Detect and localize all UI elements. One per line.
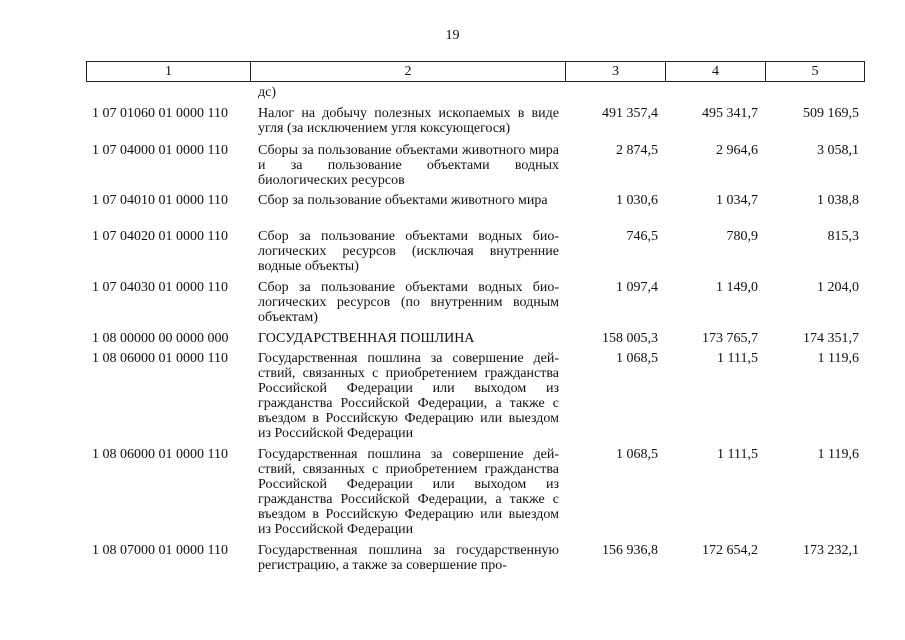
row-name: ГОСУДАРСТВЕННАЯ ПОШЛИНА bbox=[258, 331, 475, 346]
row-code: 1 07 04000 01 0000 110 bbox=[92, 143, 228, 158]
row-code: 1 08 00000 00 0000 000 bbox=[92, 331, 229, 346]
row-code: 1 07 04030 01 0000 110 bbox=[92, 280, 228, 295]
row-code: 1 08 06000 01 0000 110 bbox=[92, 351, 228, 366]
header-col-4: 4 bbox=[666, 62, 766, 81]
row-code: 1 07 04020 01 0000 110 bbox=[92, 229, 228, 244]
row-value-col4: 495 341,7 bbox=[702, 106, 758, 121]
table-header bbox=[86, 61, 865, 82]
header-col-1: 1 bbox=[87, 62, 251, 81]
row-name: Государственная пошлина за совершение действий, связанных с приобретением гражданства Российской Федерации или выходом из гражданства Российской Федерации, а также с въездом в Российскую Федерацию или выездом из Российской Федерации bbox=[258, 447, 559, 537]
row-code: 1 07 01060 01 0000 110 bbox=[92, 106, 228, 121]
row-name: Налог на добычу полезных ископаемых в виде угля (за исключением угля коксующегося) bbox=[258, 106, 559, 136]
row-name: Государственная пошлина за совершение действий, связанных с приобретением гражданства Российской Федерации или выходом из гражданства Российской Федерации, а также с въездом в Российскую Федерацию или выездом из Российской Федерации bbox=[258, 351, 559, 441]
row-value-col5: 1 204,0 bbox=[817, 280, 859, 295]
row-value-col3: 746,5 bbox=[626, 229, 658, 244]
row-value-col4: 173 765,7 bbox=[702, 331, 758, 346]
row-value-col4: 780,9 bbox=[726, 229, 758, 244]
row-value-col3: 1 068,5 bbox=[616, 351, 658, 366]
row-value-col5: 815,3 bbox=[827, 229, 859, 244]
row-value-col3: 2 874,5 bbox=[616, 143, 658, 158]
row-value-col3: 1 068,5 bbox=[616, 447, 658, 462]
row-code: 1 07 04010 01 0000 110 bbox=[92, 193, 228, 208]
row-name: Сбор за пользование объектами животного мира bbox=[258, 193, 548, 208]
row-value-col4: 1 111,5 bbox=[717, 447, 758, 462]
row-value-col5: 509 169,5 bbox=[803, 106, 859, 121]
row-name: Сбор за пользование объектами водных биологических ресурсов (по внутренним водным объектам) bbox=[258, 280, 559, 325]
row-name: Сбор за пользование объектами водных биологических ресурсов (исключая внутренние водные объекты) bbox=[258, 229, 559, 274]
row-value-col4: 172 654,2 bbox=[702, 543, 758, 558]
row-value-col4: 1 111,5 bbox=[717, 351, 758, 366]
row-value-col4: 1 034,7 bbox=[716, 193, 758, 208]
row-value-col5: 174 351,7 bbox=[803, 331, 859, 346]
page-number: 19 bbox=[445, 28, 460, 43]
header-col-2: 2 bbox=[251, 62, 566, 81]
row-value-col4: 1 149,0 bbox=[716, 280, 758, 295]
row-value-col5: 173 232,1 bbox=[803, 543, 859, 558]
row-code: 1 08 07000 01 0000 110 bbox=[92, 543, 228, 558]
row-value-col5: 1 038,8 bbox=[817, 193, 859, 208]
row-value-col3: 1 030,6 bbox=[616, 193, 658, 208]
row-value-col3: 491 357,4 bbox=[602, 106, 658, 121]
row-code: 1 08 06000 01 0000 110 bbox=[92, 447, 228, 462]
row-value-col3: 158 005,3 bbox=[602, 331, 658, 346]
row-value-col3: 156 936,8 bbox=[602, 543, 658, 558]
row-name: Государственная пошлина за государственную регистрацию, а также за совершение про- bbox=[258, 543, 559, 573]
header-col-5: 5 bbox=[811, 63, 819, 79]
row-value-col5: 1 119,6 bbox=[817, 351, 859, 366]
row-value-col5: 3 058,1 bbox=[817, 143, 859, 158]
row-value-col4: 2 964,6 bbox=[716, 143, 758, 158]
row-name: Сборы за пользование объектами животного мира и за пользование объектами водных биологических ресурсов bbox=[258, 143, 559, 188]
row-value-col5: 1 119,6 bbox=[817, 447, 859, 462]
continuation-text: дс) bbox=[258, 85, 276, 100]
header-col-3: 3 bbox=[566, 62, 666, 81]
row-value-col3: 1 097,4 bbox=[616, 280, 658, 295]
